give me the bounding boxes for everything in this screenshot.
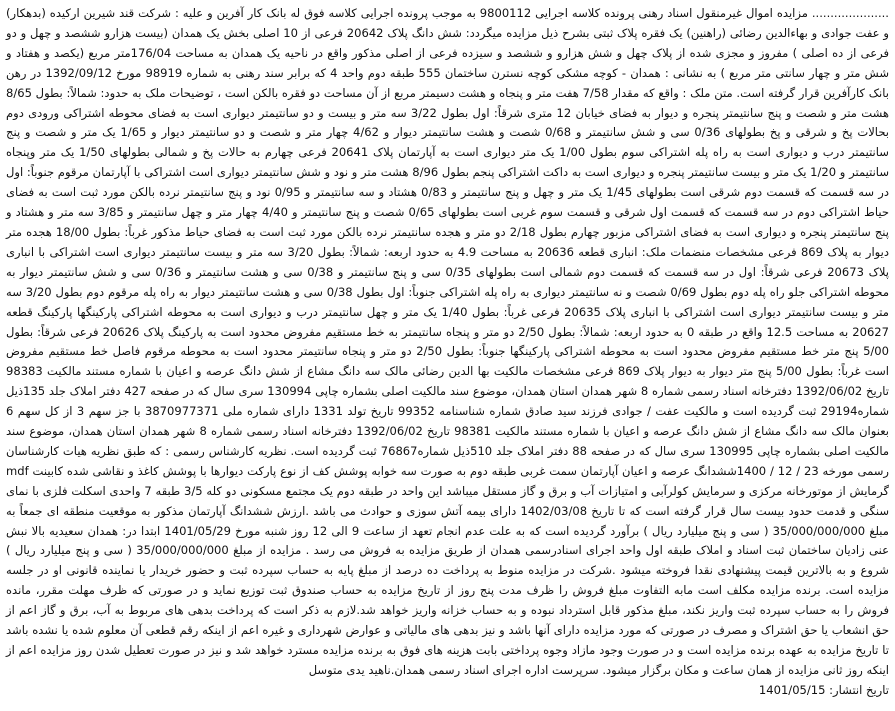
office-signature: سرپرست اداره اجرای اسناد رسمی همدان.ناهید یدی متوسل <box>308 662 599 677</box>
publish-date: تاریخ انتشار: 1401/05/15 <box>758 682 889 697</box>
leader-dots: ..................... <box>811 6 889 20</box>
notice-body: مزایده اموال غیرمنقول اسناد رهنی پرونده کلاسه اجرایی 9800112 به موجب پرونده اجرایی کلاسه فوق له بانک کار آفرین و علیه : شرکت قند شیرین ارکیده (بدهکار) و عفت جوادی و بهاءالدین رضائی (راهنین) یک فقره پلاک ثبتی بشرح ذیل مزایده میگردد: شش دانگ پلاک 20642 فرعی از 10 اصلی بخش یک همدان (بیست هزارو ششصد و چهل و دو فرعی از ده اصلی ) مفروز و مجزی شده از پلاک چهل و شش هزارو و ششصد و سیزده فرعی از اصلی مذکور واقع در ناحیه یک همدان به مساحت 176/04متر مربع (یکصد و هفتاد و شش متر و چهار سانتی متر مربع ) به نشانی : همدان - کوچه مشکی کوچه نسترن ساختمان 555 طبقه دوم واحد 4 که برابر سند رهنی به شماره 98919 مورخ 1392/09/12 در رهن بانک کارآفرین قرار گرفته است. متن ملک : واقع که مقدار 7/58 هفت متر و پنجاه و هشت دسیمتر مربع از آن مساحت دو فقره بالکن است ، توضیحات ملک به حدود: شمالاً: بطول 8/65 هشت متر و شصت و پنج سانتیمتر پنجره و دیوار به فضای خیابان 12 متری شرقاً: اول بطول 3/22 سه متر و بیست و دو سانتیمتر دیواری است به فضای محوطه اشتراکی ورودی دوم بحالات پخ و شرقی و پخ بطولهای 0/36 سی و شش سانتیمتر و 0/68 شصت و هشت سانتیمتر دیوار و 4/62 چهار متر و شصت و دو سانتیمتر دیوار و 1/65 یک متر و شصت و پنج سانتیمتر درب و دیواری است به راه پله اشتراکی سوم بطول 1/00 یک متر دیواری است به آپارتمان پلاک 20641 فرعی چهارم به حالات پخ و شمالی بطولهای 1/50 یک متر وپنجاه سانتیمتر و 1/20 یک متر و بیست سانتیمتر پنجره و دیواری است به داکت اشتراکی پنجم بطول 8/96 هشت متر و نود و شش سانتیمتر دیواری است اشتراکی با آپارتمان مرقوم جنوباً: اول در سه قسمت که قسمت دوم شرقی است بطولهای 1/45 یک متر و چهل و پنج سانتیمتر و 0/83 هشتاد و سه سانتیمتر و 0/95 نود و پنج سانتیمتر نرده بالکن مورد ثبت است به فضای حیاط اشتراکی دوم در سه قسمت که قسمت اول شرقی و قسمت سوم غربی است بطولهای 0/65 شصت و پنج سانتیمتر و 4/40 چهار متر و چهل سانتیمتر و 3/85 سه متر و هشتاد و پنج سانتیمتر پنجره و دیواری است به فضای اشتراکی مزبور چهارم بطول 2/18 دو متر و هجده سانتیمتر نرده بالکن مورد ثبت است به فضای حیاط مذکور غرباً: بطول 18/00 هجده متر دیوار به پلاک 869 فرعی مشخصات منضمات ملک: انباری قطعه 20636 به مساحت 4.9 به حدود اربعه: شمالاً: بطول 3/20 سه متر و بیست سانتیمتر دیواری است اشتراکی با انباری پلاک 20673 فرعی شرقاً: اول در سه قسمت که قسمت دوم شمالی است بطولهای 0/35 سی و پنج سانتیمتر و 0/38 سی و هشت سانتیمتر و 0/36 سی و شش سانتیمتر دیوار به محوطه اشتراکی جلو راه پله دوم بطول 0/69 شصت و نه سانتیمتر دیواری به راه پله اشتراکی جنوباً: اول بطول 0/38 سی و هشت سانتیمتر دیوار به راه پله مرقوم دوم بطول 3/20 سه متر و بیست سانتیمتر دیواری است اشتراکی با انباری پلاک 20635 فرعی غرباً: بطول 1/40 یک متر و چهل سانتیمتر درب و دیواری است به محوطه اشتراکی پارکینگها پارکینگ قطعه 20627 به مساحت 12.5 واقع در طبقه 0 به حدود اربعه: شمالاً: بطول 2/50 دو متر و پنجاه سانتیمتر به خط مستقیم مفروض محدود است به پارکینگ پلاک 20626 فرعی شرقاً: بطول 5/00 پنج متر خط مستقیم مفروض محدود است به محوطه اشتراکی پارکینگها جنوباً: بطول 2/50 دو متر و پنجاه سانتیمتر محدود است به محوطه مرقوم فاصل خط مستقیم مفروض است غرباً: بطول 5/00 پنج متر دیوار به دیوار پلاک 869 فرعی مشخصات مالکیت بها الدین رضائی مالک سه دانگ مشاع از شش دانگ عرصه و اعیان با شماره مستند مالکیت 98383 تاریخ 1392/06/02 دفترخانه اسناد رسمی شماره 8 شهر همدان استان همدان، موضوع سند مالکیت اصلی بشماره چاپی 130994 سری سال که در صفحه 427 دفتر املاک جلد 135ذیل شماره29194 ثبت گردیده است و مالکیت عفت / جوادی فرزند سید صادق شماره شناسنامه 99352 تاریخ تولد 1331 دارای شماره ملی 3870977371 با جز سهم 3 از کل سهم 6 بعنوان مالک سه دانگ مشاع از شش دانگ عرصه و اعیان با شماره مستند مالکیت 98381 تاریخ 1392/06/02 دفترخانه اسناد رسمی شماره 8 شهر همدان استان همدان، موضوع سند مالکیت اصلی بشماره چاپی 130995 سری سال که در صفحه 88 دفتر املاک جلد 510ذیل شماره76867 ثبت گردیده است. نظریه کارشناس رسمی : که طبق نظریه هیات کارشناسان رسمی مورخه 23 / 12 / 1400ششدانگ عرصه و اعیان آپارتمان سمت غربی طبقه دوم به صورت سه خوابه پوشش کف از نوع پارکت دیوارها با پوشش کاغذ و نقاشی شده کابینت mdf گرمایش از موتورخانه مرکزی و سرمایش کولرآبی و امتیازات آب و برق و گاز مستقل میباشد این واحد در طبقه دوم یک مجتمع مسکونی دو کله 3/5 طبقه 7 واحدی اسکلت فلزی با نمای سنگی و قدمت حدود بیست سال قرار گرفته است که تا تاریخ 1402/03/08 دارای بیمه آتش سوزی و حوادث می باشد .ارزش ششدانگ آپارتمان مذکور به موقعیت منطقه ای جمعاً به مبلغ 35/000/000/000 ( سی و پنج میلیارد ریال ) برآورد گردیده است که به علت عدم انجام تعهد از ساعت 9 الی 12 روز شنبه مورخ 1401/05/29 ابتدا در: همدان سعیدیه بالا نبش عنی زادیان ساختمان ثبت اسناد و املاک طبقه اول واحد اجرای اسنادرسمی همدان از طریق مزایده به فروش می رسد . مزایده از مبلغ 35/000/000/000 ( سی و پنج میلیارد ریال ) شروع و به بالاترین قیمت پیشنهادی نقدا فروخته میشود .شرکت در مزایده منوط به پرداخت ده درصد از مبلغ پایه به حساب سپرده ثبت و حضور خریدار یا نماینده قانونی او در جلسه مزایده است. برنده مزایده مکلف است مابه التفاوت مبلغ فروش را ظرف مدت پنج روز از تاریخ مزایده به حساب صندوق ثبت توزیع نماید و در صورتی که ظرف مهلت مقرر، مانده فروش را به حساب سپرده ثبت واریز نکند، مبلغ مذکور قابل استرداد نبوده و به حساب خزانه واریز خواهد شد.لازم به ذکر است که پرداخت بدهی های مربوط به آب، برق و گاز اعم از حق انشعاب یا حق اشتراک و مصرف در صورتی که مورد مزایده دارای آنها باشد و نیز بدهی های مالیاتی و عوارض شهرداری و غیره اعم از اینکه رقم قطعی آن معلوم شده یا نشده باشد تا تاریخ مزایده به عهده برنده مزایده است و در صورت وجود مازاد وجوه پرداختی بابت هزینه های فوق به برنده مزایده مسترد خواهد شد و نیز در صورت تعطیل شدن روز مزایده اعم از اینکه روز ثانی مزایده از همان ساعت و مکان برگزار میشود. <box>6 6 890 677</box>
